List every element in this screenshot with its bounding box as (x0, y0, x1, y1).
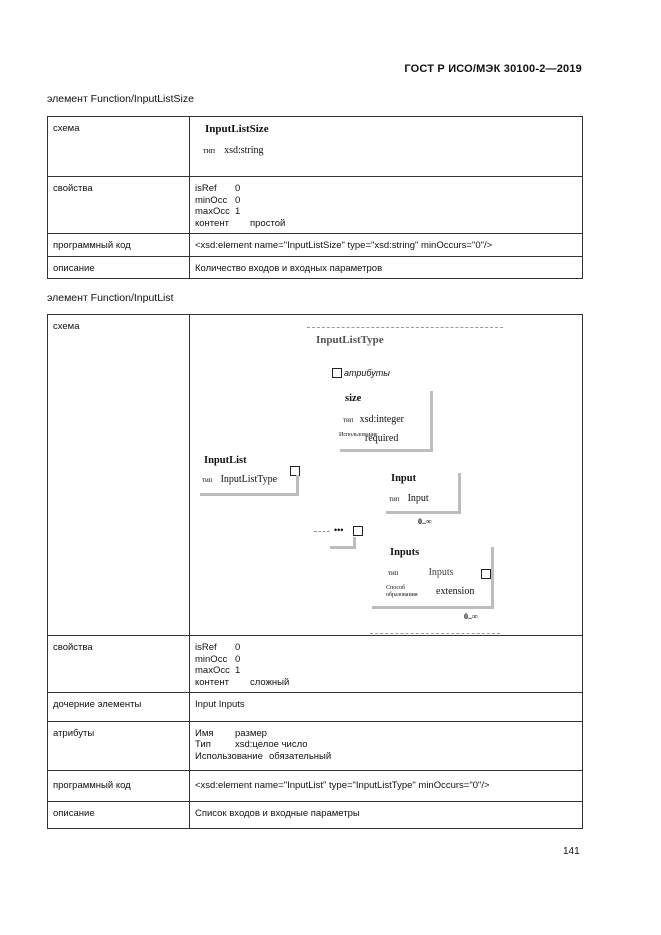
prop-key: контент (195, 217, 229, 229)
attrs-label: атрибуты (48, 721, 190, 771)
input-element-name: Input (391, 473, 417, 484)
root-element-name: InputList (204, 455, 247, 466)
prop-row (195, 654, 577, 666)
props-cell (190, 636, 583, 693)
prop-value: 1 (235, 206, 241, 217)
prop-row (195, 195, 577, 207)
input-element-type (389, 493, 429, 506)
inputs-method-key: Способ образования (386, 585, 418, 598)
inputs-type-key: тип (388, 569, 399, 577)
root-element-type (202, 474, 277, 487)
inputs-element-type (388, 567, 454, 580)
size-use-value: required (365, 433, 399, 444)
prop-key: maxOcc (195, 206, 230, 217)
prop-value: 0 (235, 653, 241, 665)
sequence-icon (353, 526, 363, 536)
children-label: дочерние элементы (48, 693, 190, 722)
prop-value: 0 (235, 194, 241, 206)
inputs-shadow (491, 547, 494, 609)
page-number: 141 (563, 846, 580, 857)
children-value: Input Inputs (190, 693, 583, 722)
size-shadow (340, 449, 433, 452)
attributes-label: атрибуты (344, 368, 390, 378)
schema-label: схема (48, 117, 190, 177)
inputlist-table (47, 314, 583, 829)
inputs-method-value: extension (436, 586, 475, 597)
input-shadow (386, 511, 461, 514)
inputs-occurrence: 0..∞ (464, 612, 478, 621)
root-type-key: тип (202, 476, 213, 484)
inputs-type-value: Inputs (428, 567, 454, 578)
attr-row (195, 728, 577, 740)
prop-value: 0 (235, 642, 241, 653)
attr-value: обязательный (269, 750, 332, 762)
schema-type-value: xsd:string (224, 145, 264, 156)
input-occurrence: 0..∞ (418, 517, 432, 526)
size-type-key: тип (343, 416, 354, 424)
size-type (343, 414, 404, 427)
prop-key: isRef (195, 183, 217, 194)
attrs-cell (190, 721, 583, 771)
attr-key: Тип (195, 739, 211, 750)
root-type-value: InputListType (220, 474, 278, 485)
type-box-border (307, 327, 503, 328)
code-value: <xsd:element name="InputListSize" type="xsd:string" minOccurs="0"/> (190, 234, 583, 257)
inputs-element-name: Inputs (390, 547, 420, 558)
standard-header: ГОСТ Р ИСО/МЭК 30100-2—2019 (404, 63, 582, 75)
schema-cell (190, 315, 583, 636)
schema-cell (190, 117, 583, 177)
prop-value: 1 (235, 665, 241, 676)
size-shadow (430, 391, 433, 451)
code-label: программный код (48, 771, 190, 802)
attr-row (195, 751, 577, 763)
prop-key: minOcc (195, 653, 228, 665)
section-title-inputlistsize: элемент Function/InputListSize (47, 93, 194, 105)
section-title-inputlist: элемент Function/InputList (47, 292, 174, 304)
sequence-symbol: ••• (334, 525, 344, 535)
schema-element-name: InputListSize (205, 123, 269, 135)
attr-key: Имя (195, 727, 214, 739)
schema-label: схема (48, 315, 190, 636)
desc-label: описание (48, 801, 190, 829)
attributes-icon (332, 368, 342, 378)
type-box-border (370, 633, 500, 634)
connector-line (314, 531, 330, 532)
inputlistsize-table (47, 116, 583, 279)
prop-key: контент (195, 676, 229, 688)
root-shadow (296, 475, 299, 495)
desc-label: описание (48, 256, 190, 279)
input-shadow (458, 473, 461, 513)
schema-diagram (195, 123, 577, 169)
attr-key: Использование (195, 750, 263, 762)
props-cell (190, 177, 583, 234)
prop-key: minOcc (195, 194, 228, 206)
attr-value: размер (235, 727, 267, 739)
attr-row (195, 739, 577, 751)
input-type-value: Input (407, 493, 429, 504)
root-shadow (200, 493, 299, 496)
prop-row (195, 183, 577, 195)
prop-key: isRef (195, 642, 217, 653)
prop-row (195, 642, 577, 654)
prop-row (195, 665, 577, 677)
code-label: программный код (48, 234, 190, 257)
size-use-key: Использование (339, 432, 378, 438)
schema-type-key: тип (203, 146, 216, 155)
prop-value: 0 (235, 183, 241, 194)
attr-value: xsd:целое число (235, 739, 308, 750)
prop-row (195, 218, 577, 230)
prop-value: простой (250, 217, 286, 229)
schema-diagram (190, 315, 582, 635)
type-title: InputListType (316, 334, 384, 346)
desc-value: Список входов и входные параметры (190, 801, 583, 829)
prop-value: сложный (250, 676, 290, 688)
schema-element-type (203, 145, 264, 157)
inputs-expand-icon (481, 569, 491, 579)
prop-key: maxOcc (195, 665, 230, 676)
prop-row (195, 677, 577, 689)
props-label: свойства (48, 636, 190, 693)
inputs-shadow (372, 606, 494, 609)
size-type-value: xsd:integer (359, 414, 404, 425)
prop-row (195, 206, 577, 218)
desc-value: Количество входов и входных параметров (190, 256, 583, 279)
props-label: свойства (48, 177, 190, 234)
size-name: size (345, 393, 362, 404)
sequence-shadow (330, 546, 356, 549)
input-type-key: тип (389, 495, 400, 503)
code-value: <xsd:element name="InputList" type="InputListType" minOccurs="0"/> (190, 771, 583, 802)
